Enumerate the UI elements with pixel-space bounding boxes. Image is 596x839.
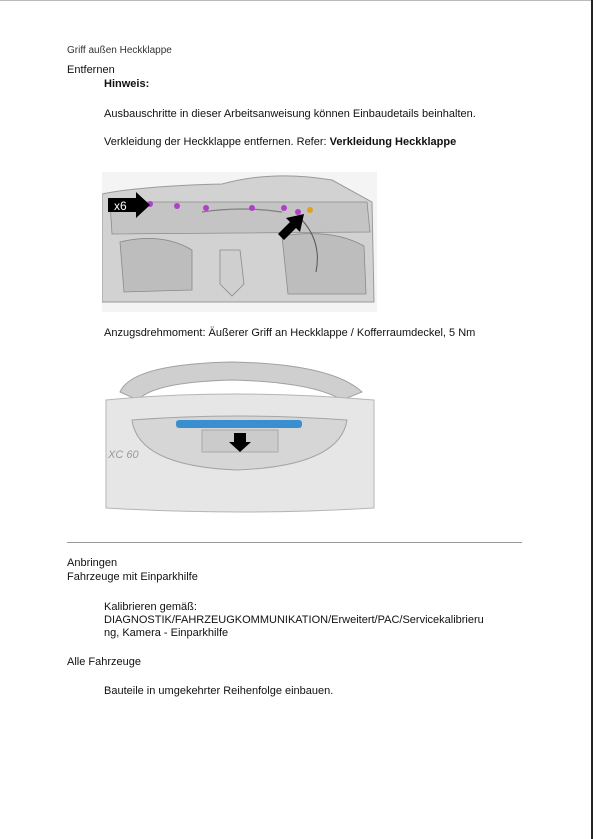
calibration-path-2: ng, Kamera - Einparkhilfe <box>104 627 229 639</box>
torque-spec: Anzugsdrehmoment: Äußerer Griff an Heckklappe / Kofferraumdeckel, 5 Nm <box>104 327 476 339</box>
component-title: Griff außen Heckklappe <box>67 45 172 56</box>
clip-marker <box>307 207 313 213</box>
fastener-marker <box>174 203 180 209</box>
remove-step-1-text: Verkleidung der Heckklappe entfernen. Refer: <box>104 136 330 148</box>
remove-heading: Entfernen <box>67 64 115 76</box>
figure-tailgate-fasteners <box>102 172 377 312</box>
page-right-border <box>591 0 593 839</box>
fastener-marker <box>295 209 301 215</box>
section-divider <box>67 542 522 543</box>
fastener-marker <box>281 205 287 211</box>
model-badge: XC 60 <box>108 449 139 461</box>
figure1-badge: x6 <box>114 199 127 213</box>
remove-step-1 <box>104 136 456 149</box>
reference-link[interactable]: Verkleidung Heckklappe <box>329 136 457 148</box>
calibration-label: Kalibrieren gemäß: <box>104 601 197 613</box>
install-heading: Anbringen <box>67 557 118 569</box>
fastener-marker <box>249 205 255 211</box>
note-text: Ausbauschritte in dieser Arbeitsanweisung können Einbaudetails beinhalten. <box>104 108 476 120</box>
figure-exterior-handle <box>102 358 377 520</box>
all-vehicles-heading: Alle Fahrzeuge <box>67 656 141 668</box>
install-subheading: Fahrzeuge mit Einparkhilfe <box>67 571 198 583</box>
note-label: Hinweis: <box>104 78 150 90</box>
fastener-marker <box>203 205 209 211</box>
calibration-path-1: DIAGNOSTIK/FAHRZEUGKOMMUNIKATION/Erweitert/PAC/Servicekalibrieru <box>104 614 484 626</box>
handle-strip <box>176 420 302 428</box>
page-top-border <box>0 0 593 1</box>
install-step: Bauteile in umgekehrter Reihenfolge einbauen. <box>104 685 334 697</box>
